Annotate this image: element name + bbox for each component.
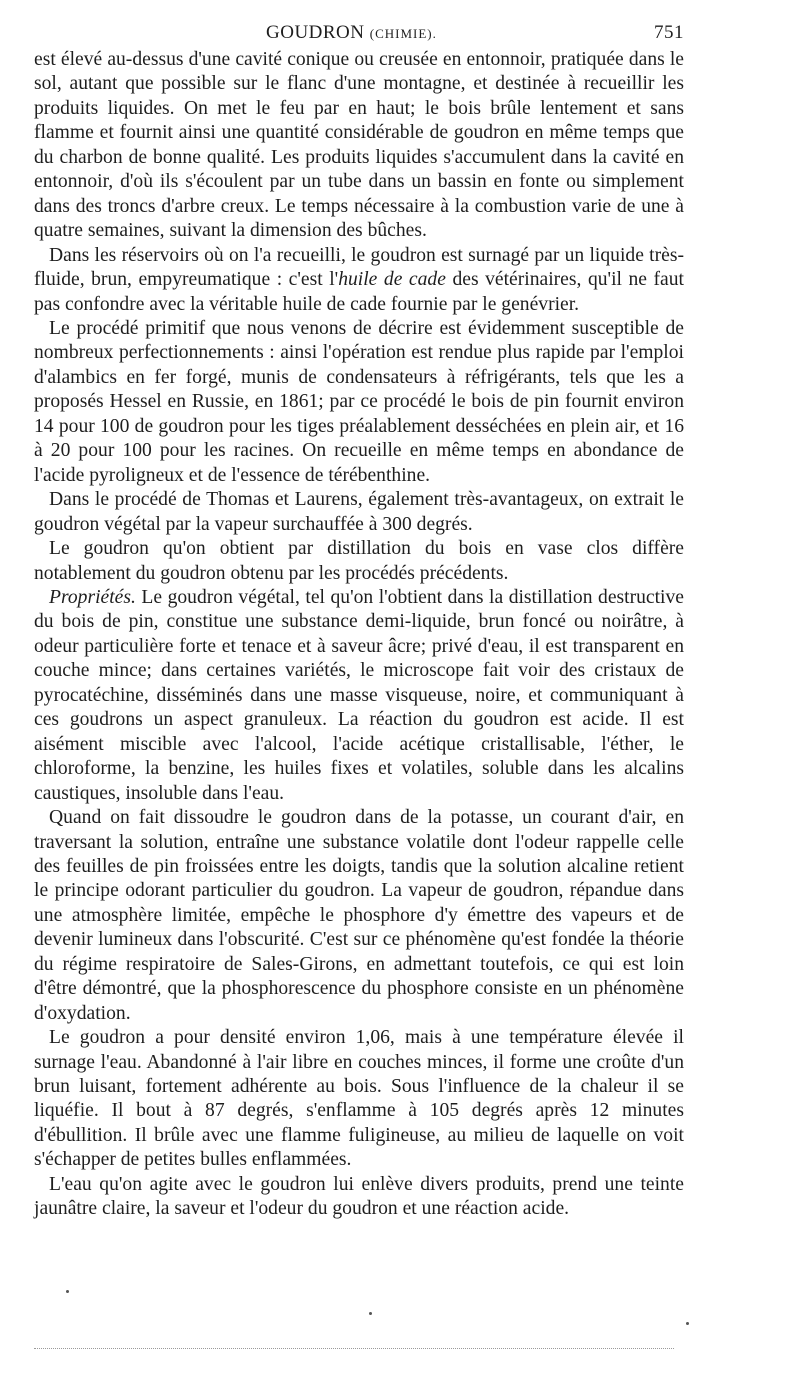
paragraph-text: Quand on fait dissoudre le goudron dans de la potasse, un courant d'air, en traversant la solution, entraîne une substance volatile dont l'odeur rappelle celle des feuilles de pin froissées entre les doigts, tandis que la solution alcaline retient le principe odorant particulier du goudron. La vapeur de goudron, répandue dans une atmosphère limitée, empêche le phosphore d'y émettre des vapeurs et de devenir lumineux dans l'obscurité. C'est sur ce phénomène qu'est fondée la théorie du régime respiratoire de Sales-Girons, en admettant toutefois, ce qui est loin d'être démontré, que la phosphorescence du phosphore consiste en un phénomène d'oxydation. bbox=[34, 807, 684, 1024]
paragraph-text: Le goudron qu'on obtient par distillation du bois en vase clos diffère notablement du goudron obtenu par les procédés précédents. bbox=[34, 538, 684, 584]
running-title bbox=[266, 22, 437, 44]
paragraph-2 bbox=[34, 244, 684, 317]
paragraph-text: L'eau qu'on agite avec le goudron lui enlève divers produits, prend une teinte jaunâtre claire, la saveur et l'odeur du goudron et une réaction acide. bbox=[34, 1173, 684, 1220]
bleed-through-rule bbox=[34, 1348, 674, 1349]
paragraph-text: est élevé au-dessus d'une cavité conique ou creusée en entonnoir, pratiquée dans le sol, autant que possible sur le flanc d'une montagne, et destinée à recueillir les produits liquides. On met le feu par en haut; le bois brûle lentement et sans flamme et fournit ainsi une quantité considérable de goudron en même temps que du charbon de bonne qualité. Les produits liquides s'accumulent dans la cavité en entonnoir, d'où ils s'écoulent par un tube dans un bassin en fonte ou simplement dans des troncs d'arbre creux. Le temps nécessaire à la combustion varie de une à quatre semaines, suivant la dimension des bûches. bbox=[34, 49, 684, 242]
paragraph-7 bbox=[34, 806, 684, 1026]
print-speck bbox=[369, 1312, 372, 1315]
page-number: 751 bbox=[654, 22, 684, 43]
print-speck bbox=[686, 1322, 689, 1325]
paragraph-text: Le goudron végétal, tel qu'on l'obtient dans la distillation destructive du bois de pin, constitue une substance demi-liquide, brun foncé ou noirâtre, à odeur particulière forte et tenace et à saveur âcre; privé d'eau, il est transparent en couche mince; dans certaines variétés, le microscope fait voir des cristaux de pyrocatéchine, disséminés dans une masse visqueuse, noire, et communiquant à ces goudrons un aspect granuleux. La réaction du goudron est acide. Il est aisément miscible avec l'alcool, l'acide acétique cristallisable, l'éther, le chloroforme, la benzine, les huiles fixes et volatiles, soluble dans les alcalins caustiques, insoluble dans l'eau. bbox=[34, 586, 684, 804]
paragraph-text: Dans le procédé de Thomas et Laurens, également très-avantageux, on extrait le goudron végétal par la vapeur surchauffée à 300 degrés. bbox=[34, 489, 684, 535]
paragraph-text: Le procédé primitif que nous venons de décrire est évidemment susceptible de nombreux perfectionnements : ainsi l'opération est rendue plus rapide par l'emploi d'alambics en fer forgé, munis de condensateurs à réfrigérants, tels que les a proposés Hessel en Russie, en 1861; par ce procédé le bois de pin fournit environ 14 pour 100 de goudron pour les tiges préalablement desséchées en plein air, et 16 à 20 pour 100 pour les racines. On recueille en même temps en abondance de l'acide pyroligneux et de l'essence de térébenthine. bbox=[34, 317, 684, 486]
running-header bbox=[34, 22, 684, 48]
paragraph-3 bbox=[34, 317, 684, 488]
paragraph-8 bbox=[34, 1026, 684, 1173]
paragraph-6 bbox=[34, 586, 684, 806]
paragraph-5 bbox=[34, 537, 684, 586]
running-title-main: GOUDRON bbox=[266, 22, 365, 43]
document-page bbox=[34, 22, 684, 1222]
section-heading-proprietes: Propriétés. bbox=[49, 586, 136, 608]
running-title-subject: (CHIMIE). bbox=[369, 26, 437, 41]
print-speck bbox=[66, 1290, 69, 1293]
paragraph-emphasis: huile de cade bbox=[338, 269, 446, 291]
paragraph-9 bbox=[34, 1173, 684, 1222]
paragraph-4 bbox=[34, 488, 684, 537]
paragraph-1 bbox=[34, 48, 684, 244]
paragraph-text: Dans les réservoirs où on l'a recueilli, le goudron est surnagé par un liquide très-fluide, brun, empyreumatique : c'est l' bbox=[34, 244, 684, 291]
paragraph-text: Le goudron a pour densité environ 1,06, mais à une température élevée il surnage l'eau. Abandonné à l'air libre en couches minces, il forme une croûte d'un brun luisant, fortement adhérente au bois. Sous l'influence de la chaleur il se liquéfie. Il bout à 87 degrés, s'enflamme à 105 degrés après 12 minutes d'ébullition. Il brûle avec une flamme fuligineuse, au milieu de laquelle on voit s'échapper de petites bulles enflammées. bbox=[34, 1027, 684, 1171]
paragraph-text: des vétérinaires, qu'il ne faut pas confondre avec la véritable huile de cade fournie par le genévrier. bbox=[34, 269, 684, 315]
body-text bbox=[34, 48, 684, 1222]
